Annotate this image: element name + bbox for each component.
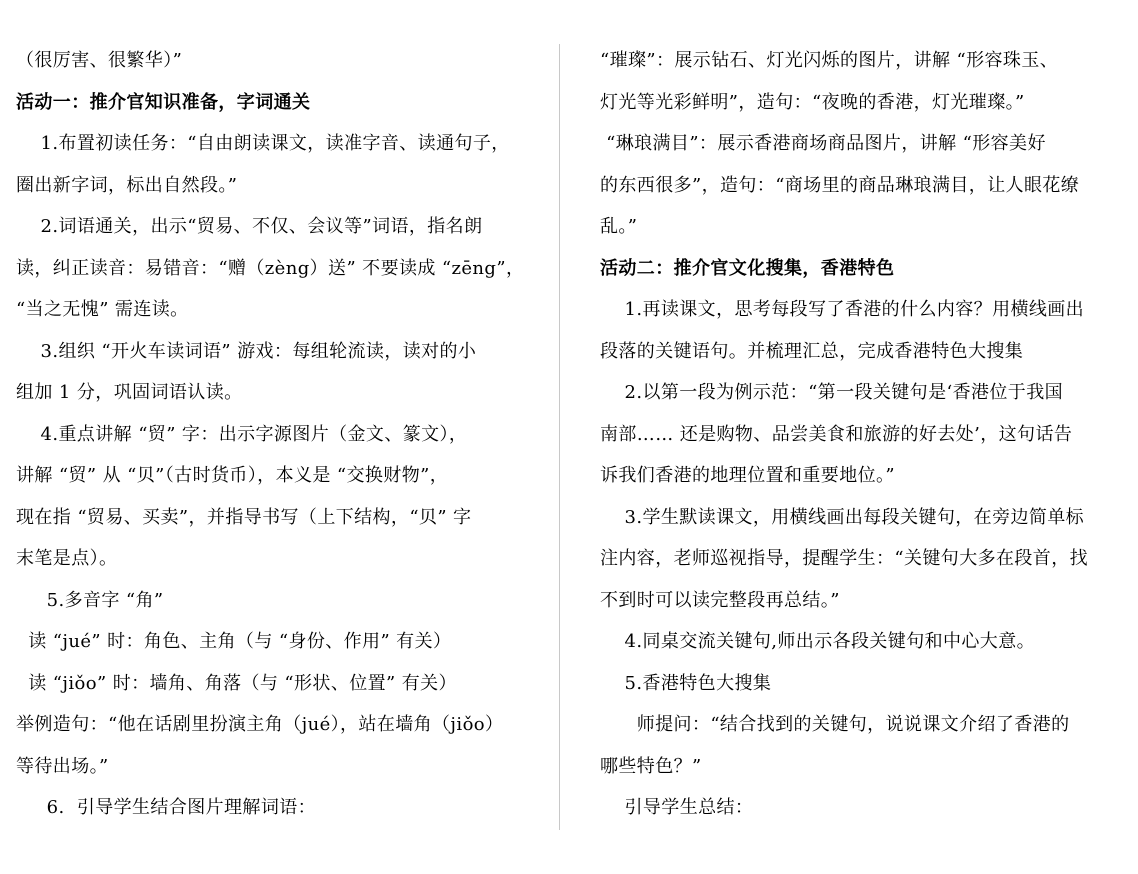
- text-line: 2.以第一段为例示范：“第一段关键句是‘香港位于我国: [600, 382, 1063, 403]
- text-line: 等待出场。”: [16, 755, 109, 777]
- text-line: （很厉害、很繁华）”: [16, 50, 183, 71]
- text-line: 南部…… 还是购物、品尝美食和旅游的好去处’，这句话告: [600, 423, 1073, 445]
- text-line: 圈出新字词，标出自然段。”: [16, 174, 238, 196]
- text-line: 师提问：“结合找到的关键句，说说课文介绍了香港的: [600, 714, 1070, 735]
- text-line: 读 “jué” 时：角色、主角（与 “身份、作用” 有关）: [16, 631, 452, 652]
- text-line: “当之无愧” 需连读。: [16, 299, 189, 320]
- text-line: 3.组织 “开火车读词语” 游戏：每组轮流读，读对的小: [16, 340, 477, 362]
- right-column: [600, 40, 1105, 829]
- text-line: 3.学生默读课文，用横线画出每段关键句，在旁边简单标: [600, 506, 1085, 528]
- text-line: 诉我们香港的地理位置和重要地位。”: [600, 465, 896, 486]
- section-heading: 活动一：推介官知识准备，字词通关: [16, 91, 311, 113]
- text-line: 现在指 “贸易、买卖”，并指导书写（上下结构，“贝” 字: [16, 506, 472, 528]
- left-column: [16, 40, 528, 829]
- text-line: 注内容，老师巡视指导，提醒学生：“关键句大多在段首，找: [600, 548, 1088, 569]
- text-line: 举例造句：“他在话剧里扮演主角（jué），站在墙角（jiǒo）: [16, 714, 504, 735]
- text-line: 灯光等光彩鲜明”，造句：“夜晚的香港，灯光璀璨。”: [600, 91, 1025, 113]
- text-line: 4.同桌交流关键句,师出示各段关键句和中心大意。: [600, 631, 1035, 652]
- text-line: 5.多音字 “角”: [16, 589, 164, 611]
- text-line: 6. 引导学生结合图片理解词语：: [16, 797, 317, 818]
- text-line: 2.词语通关，出示“贸易、不仅、会议等”词语，指名朗: [16, 216, 483, 237]
- text-line: 读 “jiǒo” 时：墙角、角落（与 “形状、位置” 有关）: [16, 672, 457, 694]
- text-line: “琳琅满目”：展示香港商场商品图片，讲解 “形容美好: [600, 133, 1046, 154]
- text-line: 1.再读课文，思考每段写了香港的什么内容？用横线画出: [600, 299, 1085, 320]
- text-line: 乱。”: [600, 216, 638, 237]
- text-line: 组加 1 分，巩固词语认读。: [16, 382, 243, 403]
- text-line: 不到时可以读完整段再总结。”: [600, 589, 840, 611]
- text-line: 讲解 “贸” 从 “贝”（古时货币），本义是 “交换财物”，: [16, 465, 449, 486]
- text-line: 的东西很多”，造句：“商场里的商品琳琅满目，让人眼花缭: [600, 174, 1080, 196]
- text-line: 5.香港特色大搜集: [600, 672, 772, 694]
- text-line: 4.重点讲解 “贸” 字：出示字源图片（金文、篆文），: [16, 423, 468, 445]
- text-line: 引导学生总结：: [600, 797, 754, 818]
- text-line: 1.布置初读任务：“自由朗读课文，读准字音、读通句子，: [16, 133, 510, 154]
- section-heading: 活动二：推介官文化搜集，香港特色: [600, 257, 895, 279]
- text-line: 读，纠正读音：易错音：“赠（zèng）送” 不要读成 “zēng”，: [16, 257, 525, 279]
- column-divider: [559, 44, 560, 830]
- text-line: 段落的关键语句。并梳理汇总，完成香港特色大搜集: [600, 340, 1024, 362]
- text-line: 哪些特色？”: [600, 755, 702, 777]
- text-line: “璀璨”：展示钻石、灯光闪烁的图片，讲解 “形容珠玉、: [600, 50, 1059, 71]
- text-line: 末笔是点）。: [16, 548, 118, 569]
